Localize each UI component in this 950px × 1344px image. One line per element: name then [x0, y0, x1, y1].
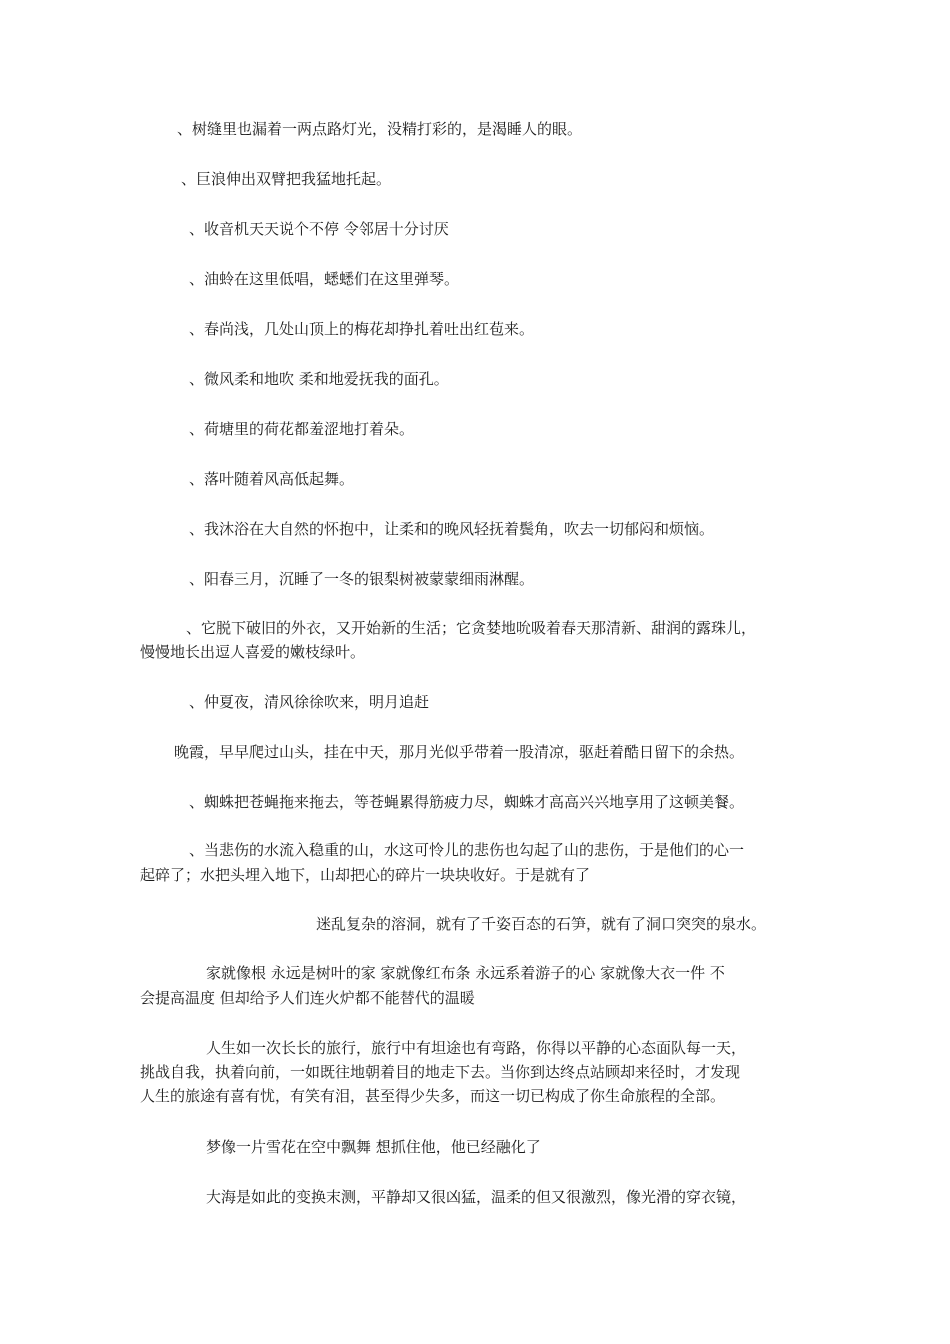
paragraph-15-line-1: 、当悲伤的水流入稳重的山，水这可怜儿的悲伤也勾起了山的悲伤，于是他们的心一 — [189, 841, 745, 859]
paragraph-12: 、仲夏夜，清风徐徐吹来，明月追赶 — [189, 693, 430, 711]
text-line-1: 、树缝里也漏着一两点路灯光，没精打彩的，是渴睡人的眼。 — [177, 120, 583, 138]
paragraph-11-line-2: 慢慢地长出逗人喜爱的嫩枝绿叶。 — [140, 643, 366, 661]
paragraph-19: 梦像一片雪花在空中飘舞 想抓住他，他已经融化了 — [206, 1138, 541, 1156]
paragraph-15-line-2: 起碎了；水把头埋入地下，山却把心的碎片一块块收好。于是就有了 — [140, 866, 591, 884]
text-line-5: 、春尚浅，几处山顶上的梅花却挣扎着吐出红苞来。 — [189, 320, 535, 338]
text-line-9: 、我沐浴在大自然的怀抱中，让柔和的晚风轻抚着鬓角，吹去一切郁闷和烦恼。 — [189, 520, 715, 538]
paragraph-17-line-1: 家就像根 永远是树叶的家 家就像红布条 永远系着游子的心 家就像大衣一件 不 — [206, 964, 725, 982]
text-line-3: 、收音机天天说个不停 令邻居十分讨厌 — [189, 220, 449, 238]
text-line-7: 、荷塘里的荷花都羞涩地打着朵。 — [189, 420, 415, 438]
text-line-6: 、微风柔和地吹 柔和地爱抚我的面孔。 — [189, 370, 449, 388]
paragraph-20: 大海是如此的变换末测，平静却又很凶猛，温柔的但又很激烈，像光滑的穿衣镜， — [206, 1188, 747, 1206]
paragraph-18-line-1: 人生如一次长长的旅行，旅行中有坦途也有弯路，你得以平静的心态面队每一天， — [206, 1039, 747, 1057]
paragraph-18-line-3: 人生的旅途有喜有忧，有笑有泪，甚至得少失多，而这一切已构成了你生命旅程的全部。 — [140, 1087, 726, 1105]
paragraph-13: 晚霞，早早爬过山头，挂在中天，那月光似乎带着一股清凉，驱赶着酷日留下的余热。 — [174, 743, 745, 761]
text-line-2: 、巨浪伸出双臂把我猛地托起。 — [181, 170, 392, 188]
paragraph-17-line-2: 会提高温度 但却给予人们连火炉都不能替代的温暖 — [140, 989, 475, 1007]
paragraph-11-line-1: 、它脱下破旧的外衣，又开始新的生活；它贪婪地吮吸着春天那清新、甜润的露珠儿， — [186, 619, 757, 637]
text-line-8: 、落叶随着风高低起舞。 — [189, 470, 355, 488]
paragraph-16: 迷乱复杂的溶洞，就有了千姿百态的石笋，就有了洞口突突的泉水。 — [316, 915, 767, 933]
paragraph-14: 、蜘蛛把苍蝇拖来拖去，等苍蝇累得筋疲力尽，蜘蛛才高高兴兴地享用了这顿美餐。 — [189, 793, 745, 811]
text-line-4: 、油蛉在这里低唱，蟋蟋们在这里弹琴。 — [189, 270, 460, 288]
paragraph-18-line-2: 挑战自我，执着向前，一如既往地朝着目的地走下去。当你到达终点站顾却来径时，才发现 — [140, 1063, 741, 1081]
text-line-10: 、阳春三月，沉睡了一冬的银梨树被蒙蒙细雨淋醒。 — [189, 570, 535, 588]
